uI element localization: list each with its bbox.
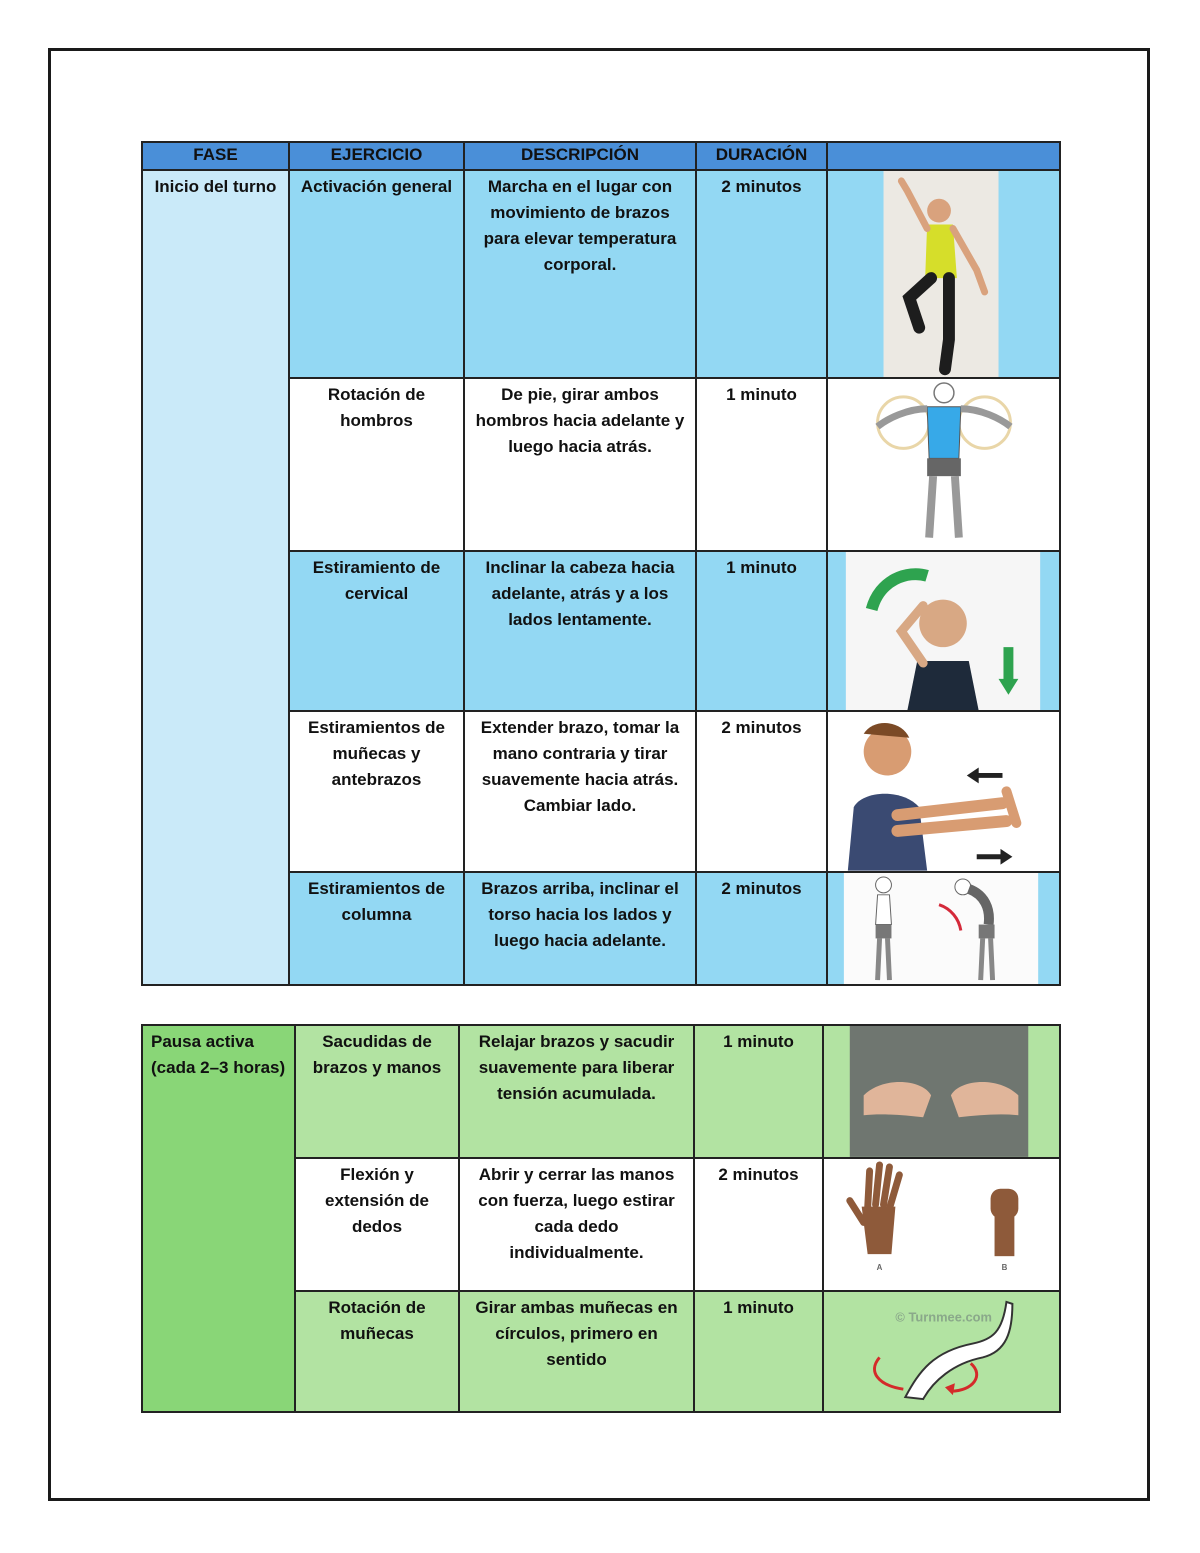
phase-pausa-activa: Pausa activa (cada 2–3 horas) xyxy=(142,1025,295,1412)
exercise-description: Relajar brazos y sacudir suavemente para liberar tensión acumulada. xyxy=(459,1025,694,1158)
wrist-rotation-icon xyxy=(824,1292,1059,1411)
exercise-description: Inclinar la cabeza hacia adelante, atrás y a los lados lentamente. xyxy=(464,551,696,712)
table-header-row xyxy=(142,142,1060,170)
hands-shake-photo xyxy=(823,1025,1060,1158)
exercise-duration: 2 minutos xyxy=(696,872,827,985)
header-image xyxy=(827,142,1060,170)
exercise-duration: 2 minutos xyxy=(694,1158,823,1291)
warmup-table xyxy=(141,141,1061,986)
wrist-stretch-icon xyxy=(828,712,1059,871)
exercise-duration: 1 minuto xyxy=(694,1291,823,1412)
exercise-name: Activación general xyxy=(289,170,464,378)
exercise-description: De pie, girar ambos hombros hacia adelante y luego hacia atrás. xyxy=(464,378,696,551)
table-row xyxy=(142,170,1060,378)
wrist-rotation-illustration xyxy=(823,1291,1060,1412)
exercise-duration: 1 minuto xyxy=(694,1025,823,1158)
header-descripcion: DESCRIPCIÓN xyxy=(464,142,696,170)
exercise-duration: 1 minuto xyxy=(696,378,827,551)
exercise-name: Flexión y extensión de dedos xyxy=(295,1158,459,1291)
exercise-duration: 1 minuto xyxy=(696,551,827,712)
shoulder-rotation-illustration xyxy=(827,378,1060,551)
exercise-description: Extender brazo, tomar la mano contraria y tirar suavemente hacia atrás. Cambiar lado. xyxy=(464,711,696,872)
exercise-name: Estiramientos de muñecas y antebrazos xyxy=(289,711,464,872)
exercise-description: Brazos arriba, inclinar el torso hacia los lados y luego hacia adelante. xyxy=(464,872,696,985)
phase-inicio-turno: Inicio del turno xyxy=(142,170,289,985)
exercise-name: Sacudidas de brazos y manos xyxy=(295,1025,459,1158)
header-ejercicio: EJERCICIO xyxy=(289,142,464,170)
exercise-name: Rotación de hombros xyxy=(289,378,464,551)
neck-stretch-icon xyxy=(828,552,1059,711)
finger-flexion-illustration xyxy=(823,1158,1060,1291)
label-a: A xyxy=(876,1262,883,1272)
exercise-description: Abrir y cerrar las manos con fuerza, luego estirar cada dedo individualmente. xyxy=(459,1158,694,1291)
spine-stretch-illustration xyxy=(827,872,1060,985)
table-row xyxy=(142,1025,1060,1158)
header-duracion: DURACIÓN xyxy=(696,142,827,170)
hands-shake-icon xyxy=(824,1026,1059,1157)
marching-figure-icon xyxy=(828,171,1059,377)
header-fase: FASE xyxy=(142,142,289,170)
exercise-duration: 2 minutos xyxy=(696,170,827,378)
exercise-name: Estiramiento de cervical xyxy=(289,551,464,712)
exercise-name: Estiramientos de columna xyxy=(289,872,464,985)
spine-stretch-icon xyxy=(828,873,1059,984)
exercise-name: Rotación de muñecas xyxy=(295,1291,459,1412)
wrist-stretch-illustration xyxy=(827,711,1060,872)
exercise-duration: 2 minutos xyxy=(696,711,827,872)
exercise-description: Marcha en el lugar con movimiento de brazos para elevar temperatura corporal. xyxy=(464,170,696,378)
shoulder-rotation-icon xyxy=(828,379,1059,550)
neck-stretch-photo xyxy=(827,551,1060,712)
watermark-text: © Turnmee.com xyxy=(895,1309,992,1325)
active-break-table xyxy=(141,1024,1061,1413)
finger-flexion-icon xyxy=(824,1159,1059,1290)
label-b: B xyxy=(1001,1262,1008,1272)
man-marching-photo xyxy=(827,170,1060,378)
exercise-description: Girar ambas muñecas en círculos, primero en sentido xyxy=(459,1291,694,1412)
